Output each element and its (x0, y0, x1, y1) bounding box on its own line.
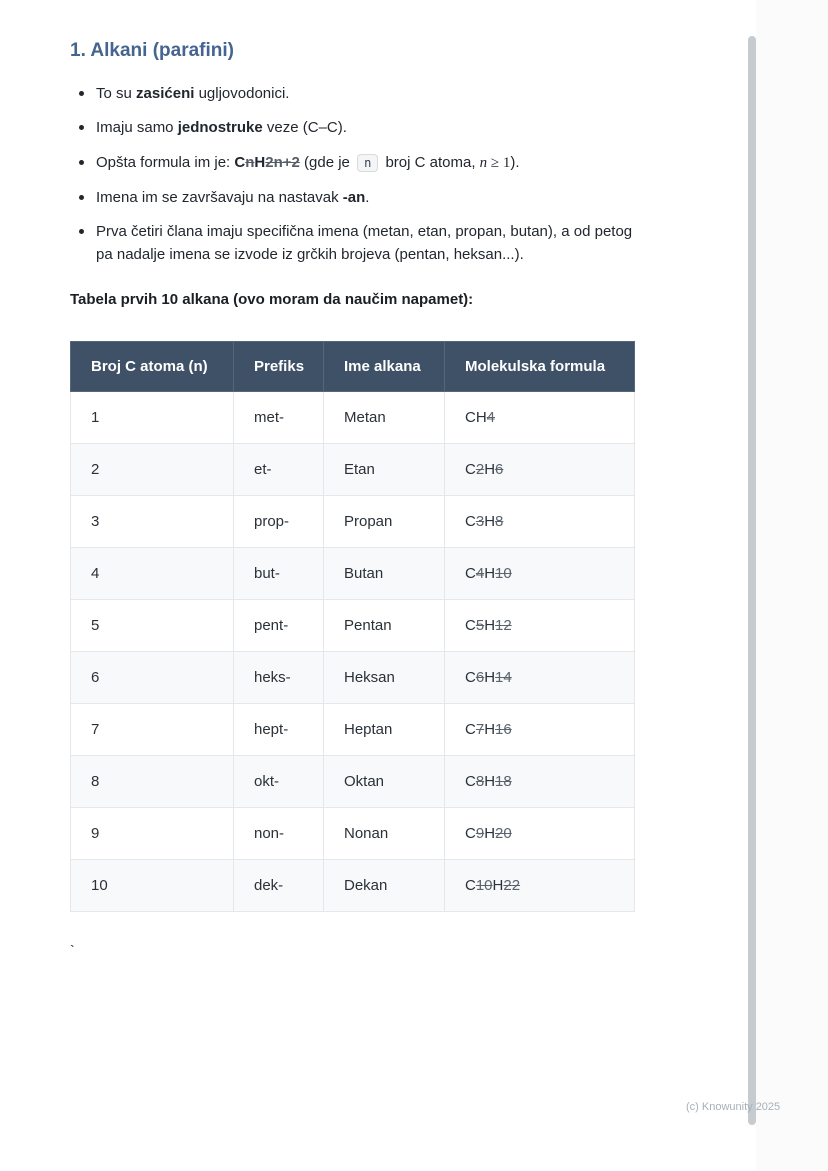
formula-part: C (465, 876, 476, 894)
cell-formula (445, 859, 635, 911)
section-title: 1. Alkani (parafini) (70, 40, 234, 61)
cell-prefix: prop- (234, 495, 324, 547)
formula-part: 9 (475, 824, 485, 842)
formula-part: H (484, 720, 496, 738)
cell-n: 1 (71, 391, 234, 443)
bullet-item (96, 116, 634, 139)
text-segment: n (357, 154, 378, 172)
formula-part: 12 (495, 616, 512, 634)
formula-part: C (465, 512, 476, 530)
formula-part: H (484, 772, 496, 790)
formula-part: C (465, 720, 476, 738)
text-segment: jednostruke (177, 119, 263, 137)
cell-prefix: dek- (234, 859, 324, 911)
cell-name: Butan (324, 547, 445, 599)
cell-name: Propan (324, 495, 445, 547)
cell-name: Etan (324, 443, 445, 495)
cell-n: 4 (71, 547, 234, 599)
cell-n: 2 (71, 443, 234, 495)
cell-prefix: hept- (234, 703, 324, 755)
cell-formula (445, 703, 635, 755)
formula-part: 8 (495, 512, 504, 530)
cell-prefix: but- (234, 547, 324, 599)
alkane-table (70, 341, 635, 912)
table-row (71, 443, 635, 495)
text-segment: broj C atoma, (381, 153, 480, 171)
bullet-list (70, 82, 634, 267)
cell-formula (445, 755, 635, 807)
cell-formula (445, 495, 635, 547)
text-segment: Imaju samo (96, 119, 178, 137)
vertical-scrollbar[interactable] (748, 36, 756, 1125)
table-row (71, 807, 635, 859)
formula-part: 5 (475, 616, 485, 634)
text-segment: zasićeni (136, 85, 195, 102)
text-segment: H (254, 153, 266, 171)
formula-part: 7 (475, 720, 485, 738)
cell-name: Heksan (324, 651, 445, 703)
copyright-watermark: (c) Knowunity 2025 (686, 1101, 781, 1113)
formula-part: 22 (503, 876, 521, 894)
cell-n: 5 (71, 599, 234, 651)
cell-n: 9 (71, 807, 234, 859)
formula-part: C (465, 564, 476, 582)
formula-part: H (492, 876, 504, 894)
bullet-item (96, 82, 634, 105)
formula-part: H (484, 824, 496, 842)
text-segment: . (365, 188, 370, 206)
formula-part: 6 (495, 460, 504, 478)
cell-n: 10 (71, 859, 234, 911)
formula-part: C (465, 668, 476, 686)
cell-prefix: met- (234, 391, 324, 443)
formula-part: 6 (475, 668, 485, 686)
formula-part: 2 (475, 460, 485, 478)
table-row (71, 703, 635, 755)
cell-name: Metan (324, 391, 445, 443)
bullet-item (96, 186, 634, 209)
formula-part: CH (465, 408, 487, 426)
text-segment: ≥ 1 (487, 154, 511, 171)
text-segment: Imena im se završavaju na nastavak (96, 188, 343, 206)
formula-part: H (484, 668, 496, 686)
table-row (71, 755, 635, 807)
formula-part: C (465, 772, 476, 790)
text-segment: Opšta formula im je: (96, 153, 235, 171)
cell-prefix: okt- (234, 755, 324, 807)
cell-name: Pentan (324, 599, 445, 651)
formula-part: 16 (495, 720, 512, 738)
formula-part: 4 (486, 408, 496, 426)
cell-name: Dekan (324, 859, 445, 911)
formula-part: 18 (495, 772, 512, 790)
page-right-margin (756, 0, 828, 1171)
column-header-prefix: Prefiks (234, 341, 324, 391)
text-segment: (gde je (299, 153, 355, 171)
text-segment: 2n+2 (265, 153, 300, 171)
table-row (71, 651, 635, 703)
cell-name: Oktan (324, 755, 445, 807)
cell-prefix: heks- (234, 651, 324, 703)
cell-formula (445, 651, 635, 703)
cell-prefix: non- (234, 807, 324, 859)
table-heading: Tabela prvih 10 alkana (ovo moram da naučim napamet): (70, 290, 474, 308)
text-segment: To su (96, 85, 137, 102)
cell-formula (445, 547, 635, 599)
alkane-table-head (71, 341, 635, 391)
table-row (71, 391, 635, 443)
formula-part: 4 (475, 564, 485, 582)
document-content (70, 40, 634, 958)
cell-formula (445, 599, 635, 651)
table-row (71, 495, 635, 547)
column-header-formula: Molekulska formula (445, 341, 635, 391)
text-segment: -an (342, 188, 366, 206)
formula-part: C (465, 460, 476, 478)
cell-n: 3 (71, 495, 234, 547)
column-header-n: Broj C atoma (n) (71, 341, 234, 391)
header-row (71, 341, 635, 391)
cell-n: 8 (71, 755, 234, 807)
cell-formula (445, 443, 635, 495)
formula-part: H (484, 460, 496, 478)
cell-name: Heptan (324, 703, 445, 755)
text-segment: Prva četiri člana imaju specifična imena (metan, etan, propan, butan), a od petog pa nadalje imena se izvode iz grčkih brojeva (pentan, heksan...). (96, 223, 633, 264)
text-segment: n (479, 154, 488, 171)
text-segment: n (245, 153, 255, 171)
text-segment: C (234, 153, 246, 171)
formula-part: 10 (475, 876, 493, 894)
stray-backtick: ` (70, 941, 75, 958)
formula-part: 20 (495, 824, 512, 842)
cell-n: 7 (71, 703, 234, 755)
bullet-item (96, 151, 634, 175)
cell-prefix: et- (234, 443, 324, 495)
formula-part: H (484, 616, 496, 634)
table-row (71, 599, 635, 651)
formula-part: H (484, 564, 496, 582)
text-segment: ). (510, 153, 520, 171)
cell-n: 6 (71, 651, 234, 703)
table-row (71, 547, 635, 599)
formula-part: 14 (495, 668, 512, 686)
formula-part: 10 (495, 564, 512, 582)
bullet-item (96, 220, 634, 267)
text-segment: veze (C–C). (262, 119, 347, 137)
formula-part: C (465, 824, 476, 842)
cell-formula (445, 807, 635, 859)
text-segment: ugljovodonici. (194, 85, 290, 102)
formula-part: 8 (475, 772, 485, 790)
formula-part: H (484, 512, 496, 530)
cell-formula (445, 391, 635, 443)
column-header-name: Ime alkana (324, 341, 445, 391)
alkane-table-body (71, 391, 635, 911)
cell-name: Nonan (324, 807, 445, 859)
table-row (71, 859, 635, 911)
cell-prefix: pent- (234, 599, 324, 651)
formula-part: 3 (475, 512, 485, 530)
formula-part: C (465, 616, 476, 634)
